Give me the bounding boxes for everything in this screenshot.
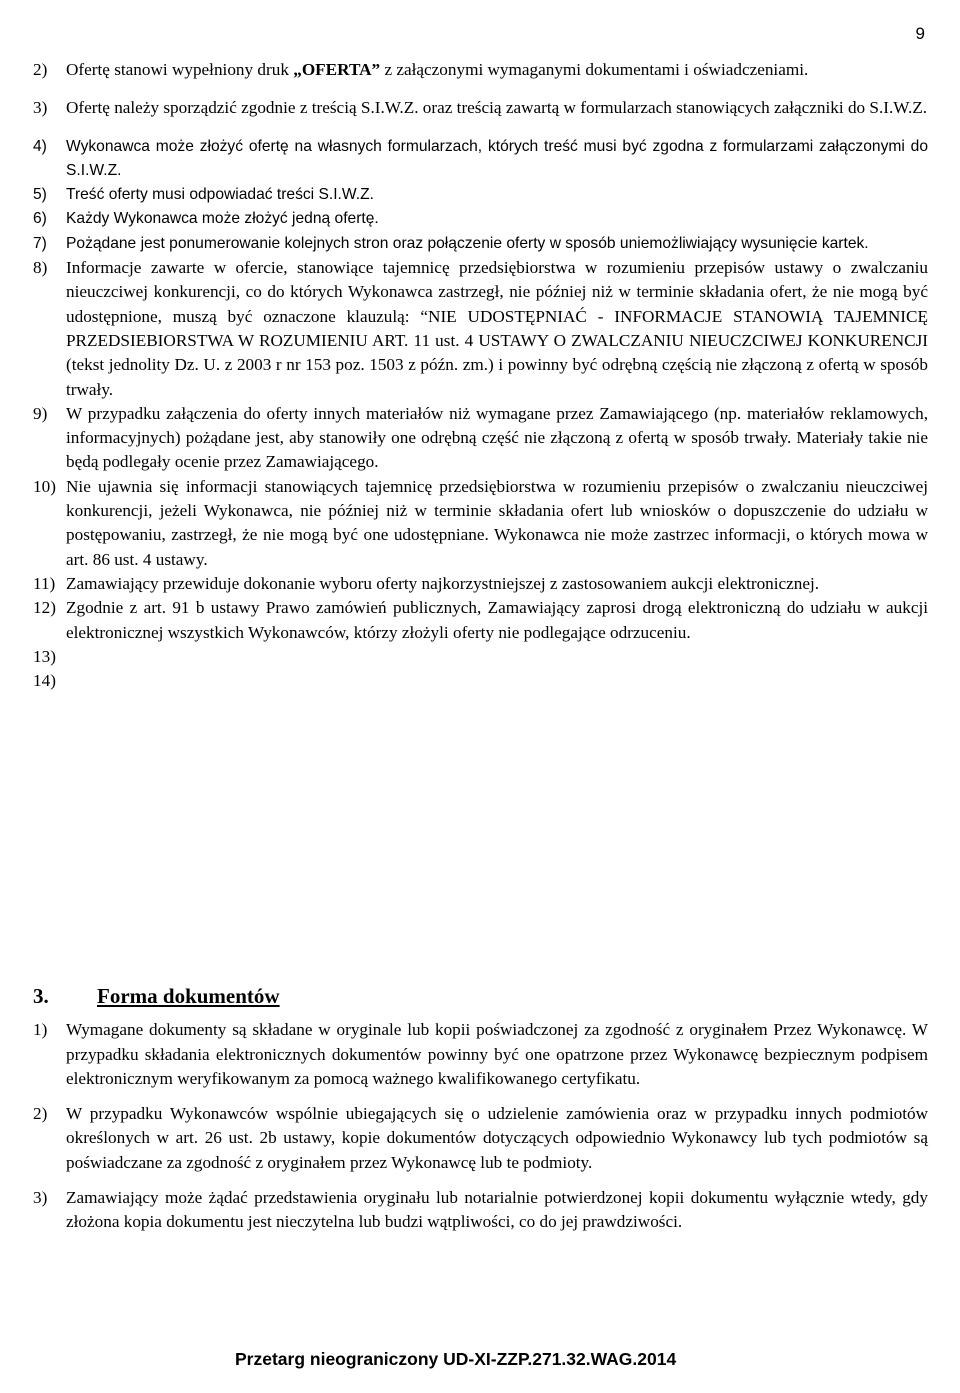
item-text: Zamawiający może żądać przedstawienia oryginału lub notarialnie potwierdzonej kopii dokumentu wyłącznie wtedy, gdy złożona kopia dokumentu jest nieczytelna lub budzi wątpliwości, co do jej prawdziwości. bbox=[66, 1187, 928, 1232]
item-number: 7) bbox=[33, 234, 47, 252]
item-number: 1) bbox=[33, 1020, 48, 1039]
item-number: 12) bbox=[33, 598, 56, 618]
list-item bbox=[33, 645, 928, 669]
list-item bbox=[33, 572, 928, 596]
item-number: 6) bbox=[33, 210, 47, 228]
list-item bbox=[33, 402, 928, 475]
item-text: Wykonawca może złożyć ofertę na własnych formularzach, których treść musi być zgodna z formularzami załączonymi do S.I.W.Z. bbox=[66, 137, 928, 179]
item-number: 5) bbox=[33, 186, 47, 204]
item-text: Pożądane jest ponumerowanie kolejnych stron oraz połączenie oferty w sposób uniemożliwiający wysunięcie kartek. bbox=[66, 234, 869, 252]
section-title: Forma dokumentów bbox=[97, 984, 280, 1008]
item-number: 3) bbox=[33, 98, 48, 118]
item-text: W przypadku Wykonawców wspólnie ubiegających się o udzielenie zamówienia oraz w przypadku innych podmiotów określonych w art. 26 ust. 2b ustawy, kopie dokumentów dotyczących odpowiednio Wykonawcy lub tych podmiotów są poświadczane za zgodność z oryginałem przez Wykonawcę lub te podmioty. bbox=[66, 1103, 928, 1172]
list-item bbox=[33, 207, 928, 231]
item-text: Nie ujawnia się informacji stanowiących tajemnicę przedsiębiorstwa w rozumieniu przepisów o zwalczaniu nieuczciwej konkurencji, jeżeli Wykonawca, nie później niż w terminie składania ofert lub wniosków o dopuszczenie do udziału w postępowaniu, zastrzegł, że nie mogą być one udostępniane. Wykonawca nie może zastrzec informacji, o których mowa w art. 86 ust. 4 ustawy. bbox=[66, 476, 928, 569]
list-item bbox=[33, 1102, 928, 1176]
item-number: 9) bbox=[33, 403, 48, 423]
item-text: W przypadku załączenia do oferty innych materiałów niż wymagane przez Zamawiającego (np. materiałów reklamowych, informacyjnych) pożądane jest, aby stanowiły one odrębną część nie złączoną z ofertą w sposób trwały. Materiały takie nie będą podlegały ocenie przez Zamawiającego. bbox=[66, 403, 928, 472]
list-item bbox=[33, 596, 928, 645]
list-item bbox=[33, 256, 928, 402]
list-item bbox=[33, 669, 928, 693]
item-number: 13) bbox=[33, 646, 56, 666]
page-number: 9 bbox=[915, 24, 925, 43]
item-number: 3) bbox=[33, 1187, 48, 1207]
list-item bbox=[33, 1186, 928, 1235]
list-item bbox=[33, 232, 928, 256]
requirements-list bbox=[33, 58, 928, 693]
item-number: 8) bbox=[33, 258, 48, 278]
item-number: 4) bbox=[33, 137, 47, 155]
list-item bbox=[33, 475, 928, 572]
section-number: 3. bbox=[33, 984, 49, 1008]
list-item bbox=[33, 58, 928, 82]
section-heading bbox=[33, 984, 280, 1009]
list-item bbox=[33, 96, 928, 120]
list-item bbox=[33, 183, 928, 207]
document-form-list bbox=[33, 1018, 928, 1235]
item-text: Ofertę stanowi wypełniony druk „OFERTA” z załączonymi wymaganymi dokumentami i oświadczeniami. bbox=[66, 60, 809, 79]
item-number: 11) bbox=[33, 573, 56, 593]
list-item bbox=[33, 135, 928, 184]
item-text: Ofertę należy sporządzić zgodnie z treścią S.I.W.Z. oraz treścią zawartą w formularzach stanowiących załączniki do S.I.W.Z. bbox=[66, 98, 928, 118]
item-number: 14) bbox=[33, 671, 56, 691]
item-number: 2) bbox=[33, 60, 48, 79]
item-text: Każdy Wykonawca może złożyć jedną ofertę. bbox=[66, 210, 379, 228]
list-item bbox=[33, 1018, 928, 1092]
item-text: Zamawiający przewiduje dokonanie wyboru oferty najkorzystniejszej z zastosowaniem aukcji elektronicznej. bbox=[66, 573, 820, 593]
item-number: 10) bbox=[33, 476, 56, 496]
item-text: Zgodnie z art. 91 b ustawy Prawo zamówień publicznych, Zamawiający zaprosi drogą elektroniczną do udziału w aukcji elektronicznej wszystkich Wykonawców, którzy złożyli oferty nie podlegające odrzuceniu. bbox=[66, 598, 928, 642]
item-text: Treść oferty musi odpowiadać treści S.I.W.Z. bbox=[66, 186, 374, 204]
item-number: 2) bbox=[33, 1103, 48, 1123]
item-text: Informacje zawarte w ofercie, stanowiące tajemnicę przedsiębiorstwa w rozumieniu przepisów ustawy o zwalczaniu nieuczciwej konkurencji, co do których Wykonawca zastrzegł, nie później niż w terminie składania ofert, że nie mogą być udostępnione, muszą być oznaczone klauzulą: “NIE UDOSTĘPNIAĆ - INFORMACJE STANOWIĄ TAJEMNICĘ PRZEDSIEBIORSTWA W ROZUMIENIU ART. 11 ust. 4 USTAWY O ZWALCZANIU NIEUCZCIWEJ KONKURENCJI (tekst jednolity Dz. U. z 2003 r nr 153 poz. 1503 z późn. zm.) i powinny być odrębną częścią nie złączoną z ofertą w sposób trwały. bbox=[66, 258, 928, 399]
page-footer: Przetarg nieograniczony UD-XI-ZZP.271.32.WAG.2014 bbox=[235, 1349, 677, 1369]
item-text: Wymagane dokumenty są składane w oryginale lub kopii poświadczonej za zgodność z oryginałem Przez Wykonawcę. W przypadku składania elektronicznych dokumentów powinny być one opatrzone przez Wykonawcę bezpiecznym podpisem elektronicznym weryfikowanym za pomocą ważnego kwalifikowanego certyfikatu. bbox=[66, 1020, 928, 1089]
